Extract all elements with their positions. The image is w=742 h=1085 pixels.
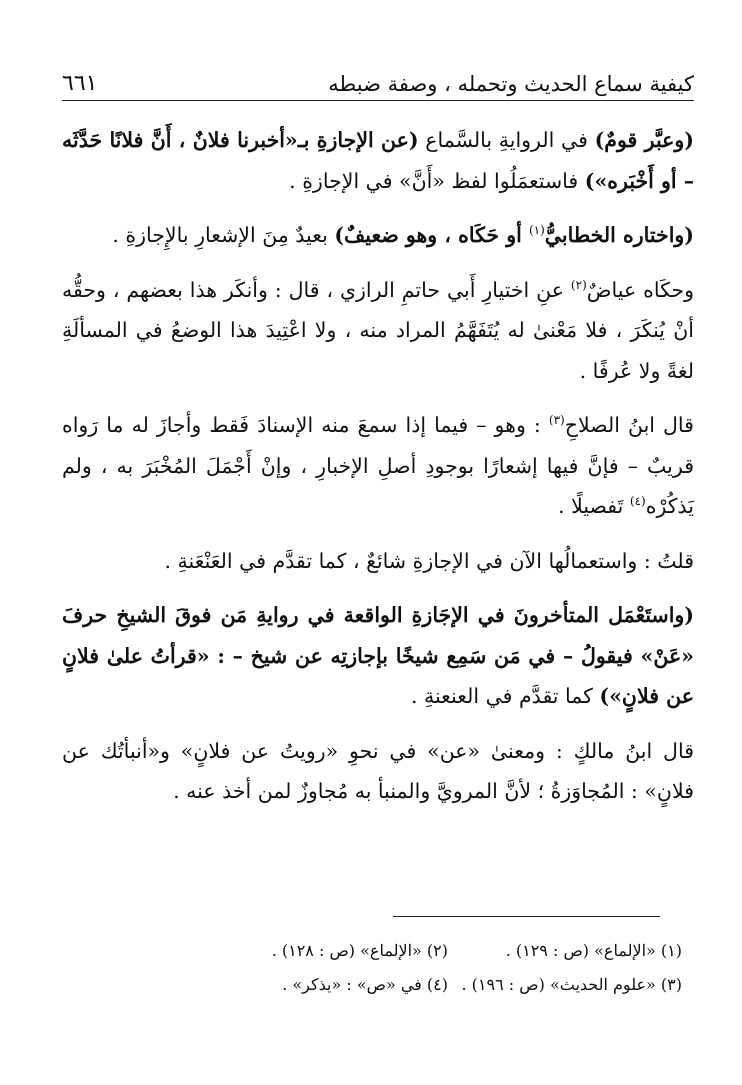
footnote: (١) «الإلماع» (ص : ١٢٩) . (505, 941, 682, 960)
matn-text: (واستَعْمَل المتأخرونَ في الإجَازةِ الواقعة في روايةِ مَن فوقَ الشيخِ حرفَ «عَنْ» فيقولُ – في مَن سَمِع شيخًا بإجازتِه عن شيخ – : «قرأتُ علىٰ فلانٍ عن فلانٍ») (62, 603, 694, 708)
footnotes (62, 934, 694, 1002)
main-text (62, 120, 694, 826)
paragraph (62, 270, 694, 392)
matn-text: (عن الإجازةِ بـ«أخبرنا فلانٌ ، أَنَّ فلانًا حَدَّثَه – أو أَخْبَره») (62, 128, 694, 193)
footnote-ref: (١) (528, 223, 545, 238)
footnote-row (62, 934, 694, 968)
footnote: (٤) في «ص» : «يذكر» . (282, 975, 448, 994)
paragraph (62, 215, 694, 256)
paragraph (62, 595, 694, 717)
footnote-ref: (٢) (570, 277, 587, 292)
footnote: (٣) «علوم الحديث» (ص : ١٩٦) . (461, 975, 682, 994)
running-header (62, 56, 694, 96)
commentary-text: قال ابنُ مالكٍ : ومعنىٰ «عن» في نحوِ «رويتُ عن فلانٍ» و«أنبأتُك عن فلانٍ» : المُجاوَزةُ ؛ لأنَّ المرويَّ والمنبأ به مُجاوزٌ لمن أخذ عنه . (62, 738, 694, 803)
commentary-text: قال ابنُ الصلاحِ (564, 413, 694, 437)
paragraph (62, 731, 694, 812)
footnote-rule (393, 916, 660, 917)
paragraph (62, 120, 694, 201)
matn-text: (واختاره الخطابيُّ (544, 223, 694, 247)
commentary-text: وحكَاه عياضٌ (586, 277, 694, 302)
paragraph (62, 405, 694, 527)
matn-text: أو حَكَاه ، وهو ضعيفٌ) (334, 223, 529, 247)
commentary-text: عنِ اختيارِ أَبي حاتمِ الرازي ، قال : وأنكَر هذا بعضهم ، وحقُّه أنْ يُنكَرَ ، فلا مَعْنىٰ له يُتَفَهَّمُ المراد منه ، ولا اعْتِيدَ هذا الوضعُ في المسألَةِ لغةً ولا عُرفًا . (62, 277, 694, 383)
footnote-row (62, 968, 694, 1002)
paragraph (62, 541, 694, 582)
commentary-text: : وهو – فيما إذا سمعَ منه الإسنادَ فَقط وأجازَ له ما رَواه قريبٌ – فإنَّ فيها إشعارًا بوجودِ أصلِ الإخبارِ ، وإنْ أَجْمَلَ المُخْبَرَ به ، ولم يَذكُرْه (62, 413, 694, 518)
header-title: كيفية سماع الحديث وتحمله ، وصفة ضبطه (328, 72, 694, 96)
footnote-ref: (٤) (629, 494, 646, 509)
matn-text: (وعبَّر قومٌ) (594, 128, 694, 152)
footnote: (٢) «الإلماع» (ص : ١٢٨) . (271, 941, 448, 960)
footnote-ref: (٣) (548, 413, 565, 428)
header-rule (62, 100, 694, 101)
commentary-text: فاستعمَلُوا لفظ «أَنَّ» في الإجازةِ . (289, 168, 585, 193)
commentary-text: بعيدٌ مِنَ الإشعارِ بالإِجازةِ . (112, 223, 335, 247)
commentary-text: تَفصيلًا . (558, 494, 630, 518)
commentary-text: كما تقدَّم في العنعنةِ . (410, 684, 600, 708)
commentary-text: في الروايةِ بالسَّماع (418, 128, 595, 152)
commentary-text: قلتُ : واستعمالُها الآن في الإجازةِ شائعٌ ، كما تقدَّم في العَنْعَنةِ . (164, 548, 694, 573)
page-number: ٦٦١ (62, 71, 98, 96)
